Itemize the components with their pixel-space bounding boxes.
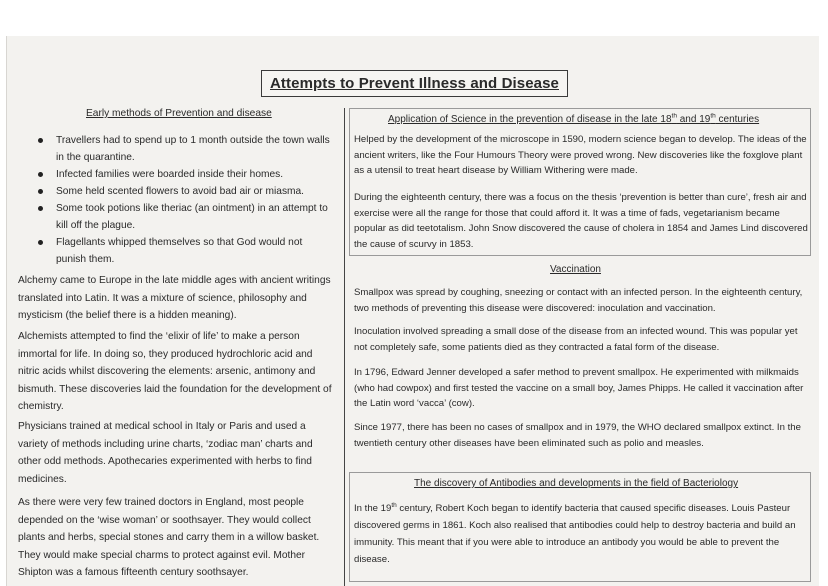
jenner-paragraph: In 1796, Edward Jenner developed a safer method to prevent smallpox. He experimented with milkmaids (who had cowpox) and first tested the vaccine on a small boy, James Phipps. He called it vaccination after the Latin word ‘vacca’ (cow).: [354, 367, 804, 409]
wise-woman-paragraph: As there were very few trained doctors in England, most people depended on the ‘wise woman’ or soothsayer. They would collect plants and herbs, special stones and carry them in a willow basket. They would make special charms to protect against evil. Mother Shipton was a famous fifteenth century soothsayer.: [18, 497, 320, 578]
antibodies-text-part: In the 19: [354, 503, 392, 514]
list-item: [36, 183, 332, 200]
antibodies-text-part: century, Robert Koch began to identify bacteria that caused specific diseases. Louis Pasteur discovered germs in 1861. Koch also realised that antibodies could help to destroy bacteria and build an immunity. This meant that if you were able to introduce an antibody you would be able to prevent the disease.: [354, 503, 796, 565]
science-heading-part: and 19: [676, 114, 711, 125]
superscript: th: [391, 501, 397, 509]
smallpox-paragraph: Smallpox was spread by coughing, sneezing or contact with an infected person. In the eighteenth century, two methods of preventing this disease were discovered: inoculation and vaccination.: [354, 287, 803, 314]
microscope-paragraph: Helped by the development of the microscope in 1590, modern science began to develop. The ideas of the ancient writers, like the Four Humours Theory were proved wrong. New discoveries like the foxglove plant as a utensil to treat heart disease by William Withering were made.: [354, 134, 807, 176]
list-item: [36, 132, 332, 166]
bullet-icon: [38, 189, 43, 194]
vaccination-heading: Vaccination: [550, 264, 601, 275]
superscript: th: [710, 112, 716, 120]
superscript: th: [671, 112, 677, 120]
list-item-text: Infected families were boarded inside their homes.: [56, 169, 284, 180]
science-heading-part: Application of Science in the prevention of disease in the late 18: [388, 114, 672, 125]
who-paragraph: Since 1977, there has been no cases of smallpox and in 1979, the WHO declared smallpox extinct. In the twentieth century other diseases have been eliminated such as polio and measles.: [354, 422, 801, 449]
antibodies-heading: The discovery of Antibodies and developments in the field of Bacteriology: [414, 478, 739, 489]
prevention-bullet-list: [36, 132, 332, 268]
alchemy-paragraph: Alchemy came to Europe in the late middle ages with ancient writings translated into Latin. It was a mixture of science, philosophy and mysticism (the belief there is a hidden meaning).: [18, 275, 331, 321]
list-item-text: Flagellants whipped themselves so that God would not punish them.: [56, 237, 303, 265]
inoculation-paragraph: Inoculation involved spreading a small dose of the disease from an infected wound. This was popular yet not completely safe, some patients died as they contracted a fatal form of the disease.: [354, 326, 798, 353]
bullet-icon: [38, 172, 43, 177]
bullet-icon: [38, 240, 43, 245]
antibodies-paragraph: [354, 500, 808, 568]
science-heading: [388, 114, 759, 125]
list-item: [36, 166, 332, 183]
bullet-icon: [38, 206, 43, 211]
list-item-text: Travellers had to spend up to 1 month outside the town walls in the quarantine.: [56, 135, 330, 163]
bullet-icon: [38, 138, 43, 143]
eighteenth-century-paragraph: During the eighteenth century, there was a focus on the thesis ‘prevention is better than cure’, fresh air and exercise were all the range for those that could afford it. It was a time of fads, vegetarianism became popular as did teetotalism. John Snow discovered the cause of cholera in 1854 and James Lind discovered the cause of scurvy in 1853.: [354, 192, 808, 250]
list-item: [36, 200, 332, 234]
list-item-text: Some took potions like theriac (an ointment) in an attempt to kill off the plague.: [56, 203, 328, 231]
page-title-text: Attempts to Prevent Illness and Disease: [270, 75, 559, 92]
left-heading: Early methods of Prevention and disease: [86, 108, 272, 119]
list-item: [36, 234, 332, 268]
physicians-paragraph: Physicians trained at medical school in Italy or Paris and used a variety of methods including urine charts, ‘zodiac man’ charts and other odd methods. Apothecaries experimented with herbs to find medicines.: [18, 421, 313, 485]
science-heading-part: centuries: [715, 114, 760, 125]
list-item-text: Some held scented flowers to avoid bad air or miasma.: [56, 186, 305, 197]
page-title: [261, 70, 568, 97]
alchemists-paragraph: Alchemists attempted to find the ‘elixir of life’ to make a person immortal for life. In doing so, they produced hydrochloric acid and nitric acids whilst discovering the elements: arsenic, antimony and bismuth. These discoveries laid the foundation for the development of chemistry.: [18, 331, 332, 412]
